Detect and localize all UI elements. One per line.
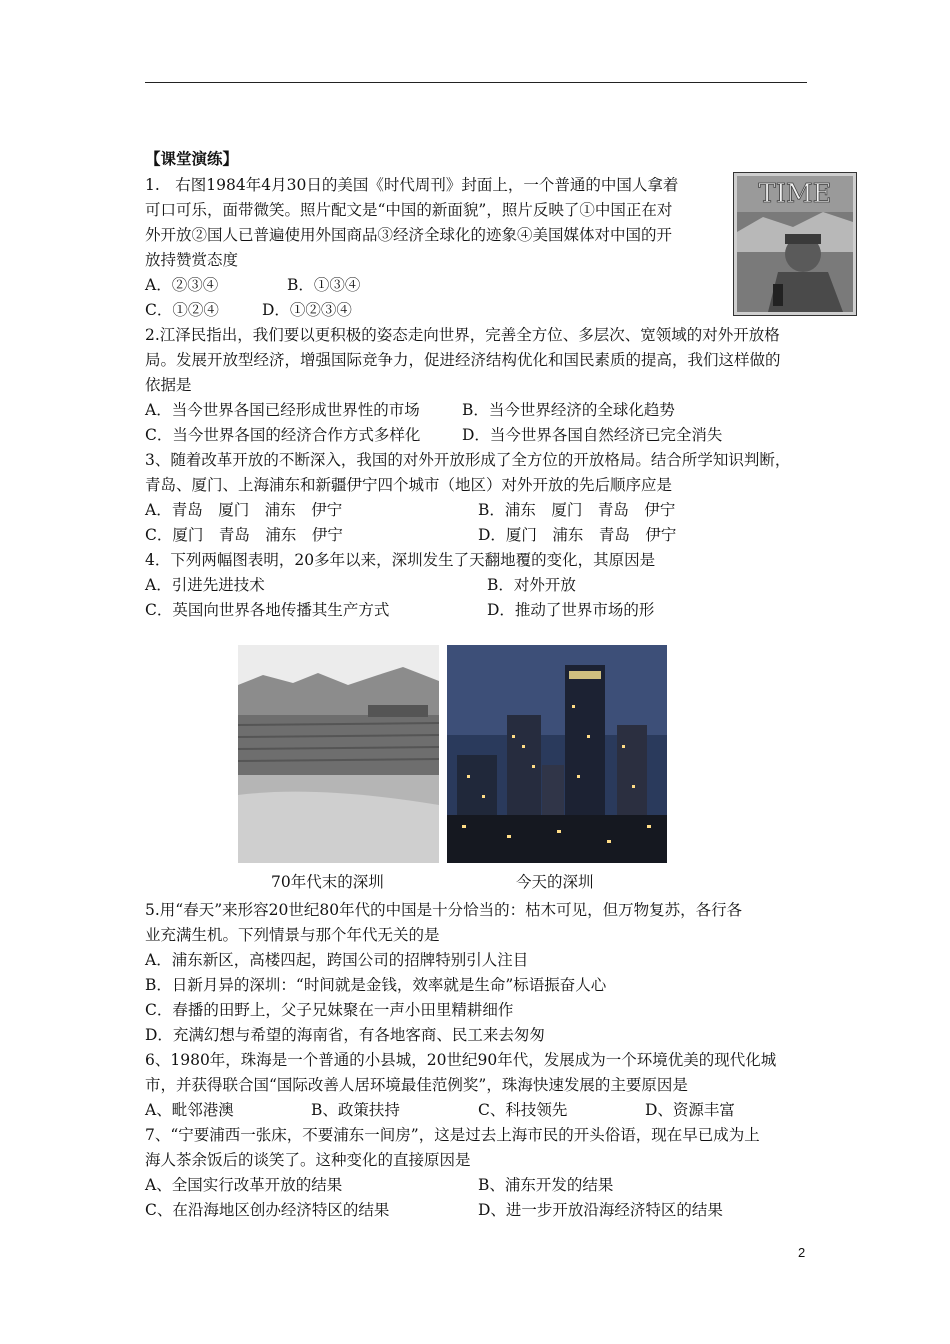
q7-option-d: D、进一步开放沿海经济特区的结果 <box>478 1201 723 1219</box>
q5-option-c: C．春播的田野上，父子兄妹聚在一声小田里精耕细作 <box>145 1001 514 1019</box>
q7-line-2: 海人茶余饭后的谈笑了。这种变化的直接原因是 <box>145 1151 471 1169</box>
q2-option-d: D．当今世界各国自然经济已完全消失 <box>462 426 723 444</box>
q7-line-1: 7、“宁要浦西一张床，不要浦东一间房”，这是过去上海市民的开头俗语，现在早已成为上 <box>145 1126 760 1144</box>
q5-option-d: D．充满幻想与希望的海南省，有各地客商、民工来去匆匆 <box>145 1026 545 1044</box>
q5-option-a: A．浦东新区，高楼四起，跨国公司的招牌特别引人注目 <box>145 951 529 969</box>
q6-option-b: B、政策扶持 <box>311 1101 400 1119</box>
q2-option-b: B．当今世界经济的全球化趋势 <box>462 401 675 419</box>
caption-shenzhen-1970s: 70年代末的深圳 <box>271 873 384 891</box>
shenzhen-today-photo <box>447 645 667 863</box>
q1-line-4: 放持赞赏态度 <box>145 251 239 269</box>
q4-line-1: 4．下列两幅图表明，20多年以来，深圳发生了天翻地覆的变化，其原因是 <box>145 551 656 569</box>
q1-line-1: 1. 右图1984年4月30日的美国《时代周刊》封面上，一个普通的中国人拿着 <box>145 176 679 194</box>
q4-option-b: B．对外开放 <box>487 576 576 594</box>
q1-option-c: C．①②④ <box>145 301 219 319</box>
q1-option-d: D．①②③④ <box>262 301 352 319</box>
q5-option-b: B．日新月异的深圳：“时间就是金钱，效率就是生命”标语振奋人心 <box>145 976 607 994</box>
q4-option-a: A．引进先进技术 <box>145 576 265 594</box>
q3-option-b: B．浦东 厦门 青岛 伊宁 <box>478 501 676 519</box>
q1-option-b: B．①③④ <box>287 276 361 294</box>
q7-option-c: C、在沿海地区创办经济特区的结果 <box>145 1201 390 1219</box>
q2-line-2: 局。发展开放型经济，增强国际竞争力，促进经济结构优化和国民素质的提高，我们这样做的 <box>145 351 781 369</box>
q7-option-a: A、全国实行改革开放的结果 <box>145 1176 343 1194</box>
q2-option-a: A．当今世界各国已经形成世界性的市场 <box>145 401 420 419</box>
q5-line-1: 5.用“春天”来形容20世纪80年代的中国是十分恰当的：枯木可见，但万物复苏，各行各 <box>145 901 743 919</box>
section-title: 【课堂演练】 <box>145 149 239 168</box>
q3-option-a: A．青岛 厦门 浦东 伊宁 <box>145 501 343 519</box>
q6-option-a: A、毗邻港澳 <box>145 1101 234 1119</box>
q3-line-2: 青岛、厦门、上海浦东和新疆伊宁四个城市（地区）对外开放的先后顺序应是 <box>145 476 673 494</box>
q6-line-1: 6、1980年，珠海是一个普通的小县城，20世纪90年代，发展成为一个环境优美的现代化城 <box>145 1051 777 1069</box>
q3-option-d: D．厦门 浦东 青岛 伊宁 <box>478 526 677 544</box>
q3-option-c: C．厦门 青岛 浦东 伊宁 <box>145 526 343 544</box>
q1-line-3: 外开放②国人已普遍使用外国商品③经济全球化的迹象④美国媒体对中国的开 <box>145 226 673 244</box>
q4-option-d: D．推动了世界市场的形 <box>487 601 655 619</box>
q6-option-c: C、科技领先 <box>478 1101 568 1119</box>
q6-line-2: 市，并获得联合国“国际改善人居环境最佳范例奖”，珠海快速发展的主要原因是 <box>145 1076 688 1094</box>
q1-line-2: 可口可乐，面带微笑。照片配文是“中国的新面貌”，照片反映了①中国正在对 <box>145 201 673 219</box>
q3-line-1: 3、随着改革开放的不断深入，我国的对外开放形成了全方位的开放格局。结合所学知识判断， <box>145 451 791 469</box>
header-rule <box>145 82 807 83</box>
q2-line-1: 2.江泽民指出，我们要以更积极的姿态走向世界，完善全方位、多层次、宽领域的对外开放格 <box>145 326 780 344</box>
q5-line-2: 业充满生机。下列情景与那个年代无关的是 <box>145 926 440 944</box>
time-logo-text: TIME <box>758 179 832 209</box>
q7-option-b: B、浦东开发的结果 <box>478 1176 614 1194</box>
shenzhen-1970s-photo <box>238 645 439 863</box>
time-magazine-cover-image <box>733 172 857 316</box>
q2-line-3: 依据是 <box>145 376 192 394</box>
page-number: 2 <box>798 1245 806 1260</box>
q1-option-a: A．②③④ <box>145 276 219 294</box>
q4-option-c: C．英国向世界各地传播其生产方式 <box>145 601 390 619</box>
caption-shenzhen-today: 今天的深圳 <box>516 873 594 891</box>
q2-option-c: C．当今世界各国的经济合作方式多样化 <box>145 426 421 444</box>
q6-option-d: D、资源丰富 <box>645 1101 735 1119</box>
